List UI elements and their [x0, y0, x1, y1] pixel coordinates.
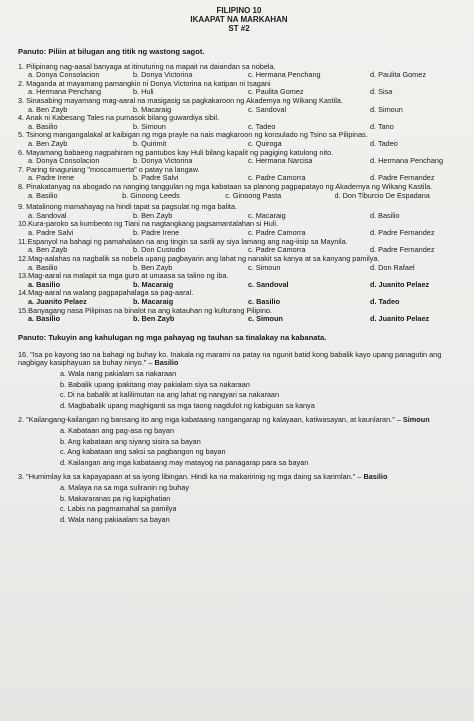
speaker-name: Simoun [402, 416, 430, 425]
option-d[interactable]: d. Magbabalik upang maghiganti sa mga taong nagdulot ng kabiguan sa kanya [60, 400, 315, 410]
options-row [28, 174, 460, 183]
question-7 [18, 166, 460, 183]
option-a[interactable]: a. Ben Zayb [28, 246, 68, 255]
option-d[interactable]: d. Paulita Gomez [370, 71, 426, 80]
question-stem: 7. Paring tinaguriang "moscamuerta" o patay na langaw. [18, 165, 200, 174]
options-row [28, 71, 460, 80]
option-d[interactable]: d. Hermana Penchang [370, 157, 444, 166]
option-c[interactable]: c. Quiroga [248, 140, 282, 148]
question-stem [18, 416, 460, 425]
question-stem [18, 473, 460, 482]
option-a[interactable]: a. Basilio [28, 315, 61, 324]
option-d[interactable]: d. Kailangan ang mga kabataang may matayog na panagarap para sa bayan [60, 457, 309, 467]
option-c[interactable]: c. Labis na pagmamahal sa pamilya [60, 504, 177, 514]
option-b[interactable]: b. Don Custodio [133, 246, 186, 255]
speaker-name: Basilio [363, 473, 388, 482]
part2-instruction: Panuto: Tukuyin ang kahulugan ng mga pahayag ng tauhan sa tinalakay na kabanata. [18, 332, 327, 342]
question-stem: 3. Sinasabing mayamang mag-aaral na masigasig sa pagkakaroon ng Akademya ng Wikang Kastila. [18, 96, 343, 105]
question-stem [18, 351, 460, 368]
option-b[interactable]: b. Quirimit [133, 140, 167, 148]
part1-instruction: Panuto: Piliin at bilugan ang titik ng wastong sagot. [18, 46, 205, 56]
question-3 [18, 97, 460, 114]
option-a[interactable]: a. Basilio [28, 122, 58, 131]
option-b[interactable]: b. Macaraig [133, 280, 174, 289]
question-stem: 11.Espanyol na bahagi ng pamahalaan na ang tingin sa sarili ay siya lamang ang nag-iisip sa Maynila. [18, 237, 348, 246]
option-a[interactable]: a. Basilio [28, 191, 58, 200]
option-d[interactable]: d. Tadeo [370, 140, 398, 148]
option-a[interactable]: a. Hermana Penchang [28, 88, 102, 97]
question-stem: 5. Tsinong mangangalakal at kaibigan ng mga prayle na nais magkaroon ng konsulado ng Tsino sa Pilipinas. [18, 131, 368, 140]
question-17 [18, 416, 460, 467]
question-4 [18, 114, 460, 131]
subject-title: FILIPINO 10 [216, 6, 262, 15]
option-b[interactable]: b. Donya Victorina [133, 71, 193, 80]
option-d[interactable]: d. Padre Fernandez [370, 229, 435, 238]
question-12 [18, 255, 460, 272]
option-b[interactable]: b. Makararanas pa ng kapighatian [60, 493, 171, 503]
option-d[interactable]: d. Padre Fernandez [370, 246, 435, 255]
question-stem: 10.Kura-paroko sa kumbento ng Tiani na nagtangkang pagsamantalahan si Huli. [18, 220, 279, 229]
question-18 [18, 473, 460, 524]
option-c[interactable]: c. Simoun [248, 315, 283, 324]
question-8 [18, 183, 460, 200]
option-b[interactable]: b. Ben Zayb [133, 263, 173, 272]
quote-text: 2. "Kailangang-kailangan ng bansang ito ang mga kabataang nangangarap ng kalayaan, katiwasayan, at kaunlaran." – [18, 416, 401, 425]
option-d[interactable]: d. Don Rafael [370, 263, 415, 272]
option-c[interactable]: c. Sandoval [248, 105, 287, 114]
option-a[interactable]: a. Ben Zayb [28, 105, 68, 114]
option-a[interactable]: a. Padre Irene [28, 174, 75, 183]
option-c[interactable]: c. Macaraig [248, 211, 286, 220]
question-5 [18, 131, 460, 148]
option-b[interactable]: b. Donya Victorina [133, 157, 193, 166]
quote-text: 3. "Humimlay ka sa kapayapaan at sa iyong libingan. Hindi ka na makaririnig ng mga daing sa karimlan." – [18, 473, 362, 482]
option-d[interactable]: d. Tadeo [370, 297, 400, 306]
option-a[interactable]: a. Sandoval [28, 211, 67, 220]
question-stem: 13.Mag-aaral na malapit sa mga guro at umaasa sa talino ng iba. [18, 272, 229, 281]
option-c[interactable]: c. Ginoong Pasta [225, 191, 282, 200]
options-row [28, 140, 460, 149]
option-c[interactable]: c. Di na babalik at kalilimutan na ang lahat ng nangyari sa nakaraan [60, 390, 280, 400]
part1-questions [18, 63, 460, 324]
option-a[interactable]: a. Donya Consolacion [28, 71, 100, 80]
option-d[interactable]: d. Sisa [370, 88, 393, 97]
test-title: ST #2 [228, 24, 250, 34]
speaker-name: Basilio [154, 358, 179, 368]
question-13 [18, 272, 460, 289]
part2-questions [18, 351, 460, 525]
option-d[interactable]: d. Padre Fernandez [370, 174, 435, 183]
options-row [28, 157, 460, 166]
options-list [60, 484, 460, 524]
option-c[interactable]: c. Paulita Gomez [248, 88, 304, 97]
option-b[interactable]: b. Ben Zayb [133, 211, 173, 220]
option-b[interactable]: b. Padre Salvi [133, 174, 179, 183]
option-a[interactable]: a. Donya Consolacion [28, 157, 100, 166]
question-14 [18, 289, 460, 306]
options-row [28, 281, 460, 290]
option-b[interactable]: b. Ang kabataan ang siyang sisira sa bayan [60, 436, 201, 446]
option-a[interactable]: a. Juanito Pelaez [28, 297, 87, 306]
question-stem: 12.Mag-aalahas na nagbalik sa nobela upang pagbayarin ang lahat ng nanakit sa kanya at sa kanyang pamilya. [18, 254, 380, 263]
option-b[interactable]: b. Ginoong Leeds [122, 191, 180, 200]
question-stem: 8. Pinakatanyag na abogado na nanging tanggulan ng mga kabataan sa planong pagpapatayo ng Akademya ng Wikang Kastila. [18, 183, 433, 192]
option-b[interactable]: b. Padre Irene [133, 229, 180, 238]
options-row [28, 229, 460, 238]
option-c[interactable]: c. Hermana Penchang [248, 71, 321, 80]
options-row [28, 264, 460, 273]
question-stem: 4. Anak ni Kabesang Tales na pumasok bilang guwardiya sibil. [18, 114, 220, 123]
options-row [28, 212, 460, 221]
option-d[interactable]: d. Simoun [370, 105, 403, 114]
option-b[interactable]: b. Huli [133, 88, 154, 97]
question-9 [18, 203, 460, 220]
question-6 [18, 149, 460, 166]
option-c[interactable]: c. Hermana Narcisa [248, 157, 313, 166]
option-a[interactable]: a. Malaya na sa mga suliranin ng buhay [60, 483, 189, 493]
question-stem: 6. Mayamang babaeng nagpahiram ng pantubos kay Huli bilang kapalit ng pagiging katulong nito. [18, 148, 334, 157]
options-row [28, 246, 460, 255]
question-10 [18, 220, 460, 237]
option-c[interactable]: c. Basilio [248, 297, 281, 306]
option-c[interactable]: c. Ang kabataan ang saksi sa pagbangon ng bayan [60, 447, 226, 457]
question-11 [18, 238, 460, 255]
options-list [60, 370, 460, 410]
question-2 [18, 80, 460, 97]
option-d[interactable]: d. Wala nang pakiaalam sa bayan [60, 514, 170, 524]
options-row [28, 123, 460, 132]
options-list [60, 427, 460, 467]
document-header [18, 6, 460, 34]
option-d[interactable]: d. Juanito Pelaez [370, 280, 430, 289]
options-row [28, 315, 460, 324]
question-stem: 2. Maganda at mayamang pamangkin ni Donya Victorina na katipan ni Isagani [18, 79, 271, 88]
option-b[interactable]: b. Ben Zayb [133, 315, 175, 324]
question-15 [18, 307, 460, 324]
option-b[interactable]: b. Macaraig [133, 297, 174, 306]
option-b[interactable]: b. Macaraig [133, 105, 172, 114]
options-row [28, 192, 460, 201]
option-d[interactable]: d. Basilio [370, 211, 400, 220]
option-c[interactable]: c. Padre Camorra [248, 229, 306, 238]
option-b[interactable]: b. Babalik upang ipakitang may pakialam siya sa nakaraan [60, 379, 250, 389]
option-c[interactable]: c. Sandoval [248, 280, 289, 289]
options-row [28, 88, 460, 97]
option-a[interactable]: a. Wala nang pakialam sa nakaraan [60, 368, 177, 378]
option-c[interactable]: c. Simoun [248, 263, 281, 272]
option-c[interactable]: c. Tadeo [248, 122, 276, 131]
question-stem: 1. Pilipinang nag-aasal banyaga at itinuturing na mapait na daiandan sa nobela. [18, 62, 276, 71]
option-a[interactable]: a. Basilio [28, 280, 61, 289]
option-d[interactable]: d. Tano [370, 122, 394, 131]
question-stem: 15.Banyagang nasa Pilipinas na binalot na ang katauhan ng kulturang Pilipino. [18, 306, 272, 315]
quarter-title: IKAAPAT NA MARKAHAN [190, 15, 288, 25]
option-a[interactable]: a. Basilio [28, 263, 58, 272]
question-stem: 9. Matalinong mamahayag na hindi tapat sa pagsulat ng mga balita. [18, 203, 238, 212]
option-a[interactable]: a. Ben Zayb [28, 140, 68, 148]
question-16 [18, 351, 460, 411]
options-row [28, 106, 460, 115]
option-b[interactable]: b. Simoun [133, 122, 166, 131]
option-d[interactable]: d. Juanito Pelaez [370, 315, 430, 324]
question-1 [18, 63, 460, 80]
quote-text: 16. "Isa po kayong tao na bahagi ng buhay ko. Inakala ng marami na patay na ngunit batid kong babalik kayo upang panagutin ang nagbigay kasiphayuan sa buhay ninyo." – [18, 350, 442, 368]
question-stem: 14.Mag-aaral na walang pagpapahalaga sa pag-aaral. [18, 289, 194, 298]
option-c[interactable]: c. Padre Camorra [248, 246, 306, 255]
option-c[interactable]: c. Padre Camorra [248, 174, 306, 183]
option-a[interactable]: a. Padre Salvi [28, 229, 74, 238]
option-d[interactable]: d. Don Tiburcio De Espadana [334, 191, 430, 200]
option-a[interactable]: a. Kabataan ang pag-asa ng bayan [60, 426, 175, 436]
options-row [28, 298, 460, 307]
